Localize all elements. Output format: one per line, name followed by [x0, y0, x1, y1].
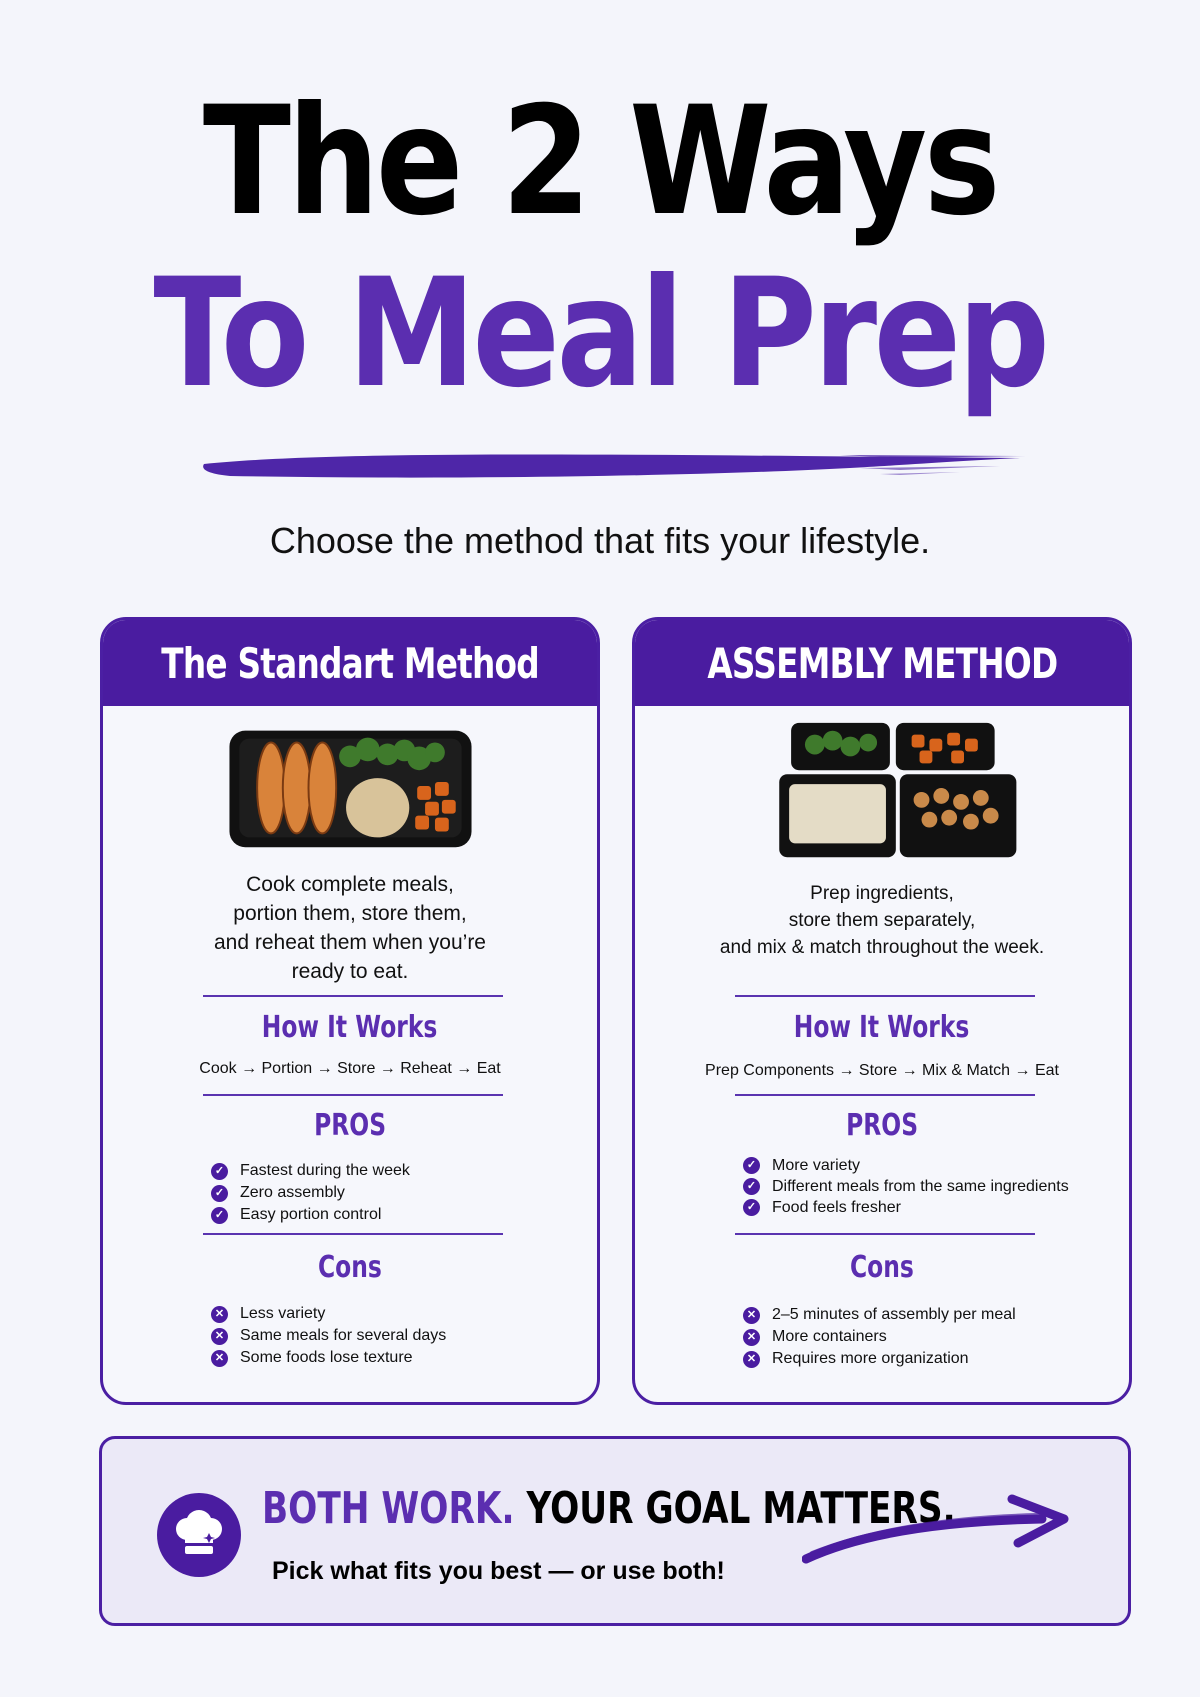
assembly-desc-line: Prep ingredients,: [810, 883, 954, 904]
divider: [735, 1233, 1035, 1235]
assembly-desc-line: and mix & match throughout the week.: [719, 937, 1045, 958]
list-item: [743, 1348, 1016, 1370]
banner-subtext: Pick what fits you best — or use both!: [272, 1557, 725, 1585]
assembly-pros-title: PROS: [846, 1108, 918, 1143]
cross-icon: ✕: [743, 1307, 760, 1324]
subtitle: Choose the method that fits your lifestyle.: [269, 520, 931, 561]
banner-heading-accent: BOTH WORK.: [262, 1483, 515, 1534]
divider: [735, 1094, 1035, 1096]
conclusion-banner: [99, 1436, 1131, 1626]
standard-card-header: [103, 620, 597, 706]
standard-card-title: The Standart Method: [161, 638, 539, 688]
con-text: Same meals for several days: [240, 1327, 447, 1344]
assembly-cons-title: Cons: [850, 1250, 914, 1285]
pro-text: More variety: [772, 1157, 861, 1174]
check-icon: ✓: [211, 1185, 228, 1202]
list-item: [743, 1155, 1069, 1176]
pro-text: Zero assembly: [240, 1184, 345, 1201]
four-containers-image: [635, 716, 1129, 866]
list-item: [743, 1326, 1016, 1348]
standard-cons-list: [211, 1303, 446, 1369]
check-icon: ✓: [743, 1199, 760, 1216]
pro-text: Fastest during the week: [240, 1162, 410, 1179]
standard-desc-line: ready to eat.: [291, 960, 409, 983]
con-text: Less variety: [240, 1305, 326, 1322]
list-item: [211, 1182, 410, 1204]
list-item: [743, 1176, 1069, 1197]
standard-pros-title: PROS: [314, 1108, 386, 1143]
divider: [203, 1094, 503, 1096]
pro-text: Easy portion control: [240, 1206, 382, 1223]
standard-flow: Cook → Portion → Store → Reheat → Eat: [199, 1060, 501, 1077]
list-item: [211, 1347, 446, 1369]
assembly-cons-list: [743, 1304, 1016, 1370]
con-text: 2–5 minutes of assembly per meal: [772, 1306, 1016, 1323]
pro-text: Different meals from the same ingredients: [772, 1178, 1069, 1195]
con-text: Requires more organization: [772, 1350, 969, 1367]
list-item: [743, 1197, 1069, 1218]
assembly-desc-line: store them separately,: [788, 910, 976, 931]
assembly-flow: Prep Components → Store → Mix & Match → Eat: [705, 1062, 1059, 1079]
assembly-card-title: ASSEMBLY METHOD: [706, 638, 1057, 688]
cross-icon: ✕: [743, 1329, 760, 1346]
meal-container-image: [103, 716, 597, 856]
brush-stroke-decoration: [200, 446, 1030, 486]
standard-method-card: [100, 617, 600, 1405]
list-item: [743, 1304, 1016, 1326]
list-item: [211, 1303, 446, 1325]
standard-cons-title: Cons: [318, 1250, 382, 1285]
pro-text: Food feels fresher: [772, 1199, 901, 1216]
standard-pros-list: [211, 1160, 410, 1226]
assembly-pros-list: [743, 1155, 1069, 1218]
banner-heading-rest: YOUR GOAL MATTERS.: [526, 1483, 956, 1534]
check-icon: ✓: [743, 1178, 760, 1195]
standard-description: [103, 870, 597, 986]
title-line-2: To Meal Prep: [153, 247, 1047, 421]
title-line-1: The 2 Ways: [202, 75, 998, 249]
list-item: [211, 1204, 410, 1226]
divider: [203, 995, 503, 997]
check-icon: ✓: [211, 1207, 228, 1224]
divider: [203, 1233, 503, 1235]
standard-desc-line: portion them, store them,: [233, 902, 467, 925]
arrow-right-icon: [802, 1493, 1072, 1573]
check-icon: ✓: [743, 1157, 760, 1174]
cross-icon: ✕: [211, 1350, 228, 1367]
standard-how-title: How It Works: [262, 1010, 438, 1045]
con-text: Some foods lose texture: [240, 1349, 413, 1366]
con-text: More containers: [772, 1328, 887, 1345]
divider: [735, 995, 1035, 997]
cross-icon: ✕: [211, 1306, 228, 1323]
check-icon: ✓: [211, 1163, 228, 1180]
cross-icon: ✕: [211, 1328, 228, 1345]
assembly-how-title: How It Works: [794, 1010, 970, 1045]
standard-desc-line: Cook complete meals,: [246, 873, 454, 896]
assembly-card-header: [635, 620, 1129, 706]
chef-hat-icon: [157, 1493, 241, 1577]
list-item: [211, 1160, 410, 1182]
cross-icon: ✕: [743, 1351, 760, 1368]
standard-desc-line: and reheat them when you’re: [213, 931, 486, 954]
assembly-description: [635, 880, 1129, 961]
assembly-method-card: [632, 617, 1132, 1405]
list-item: [211, 1325, 446, 1347]
